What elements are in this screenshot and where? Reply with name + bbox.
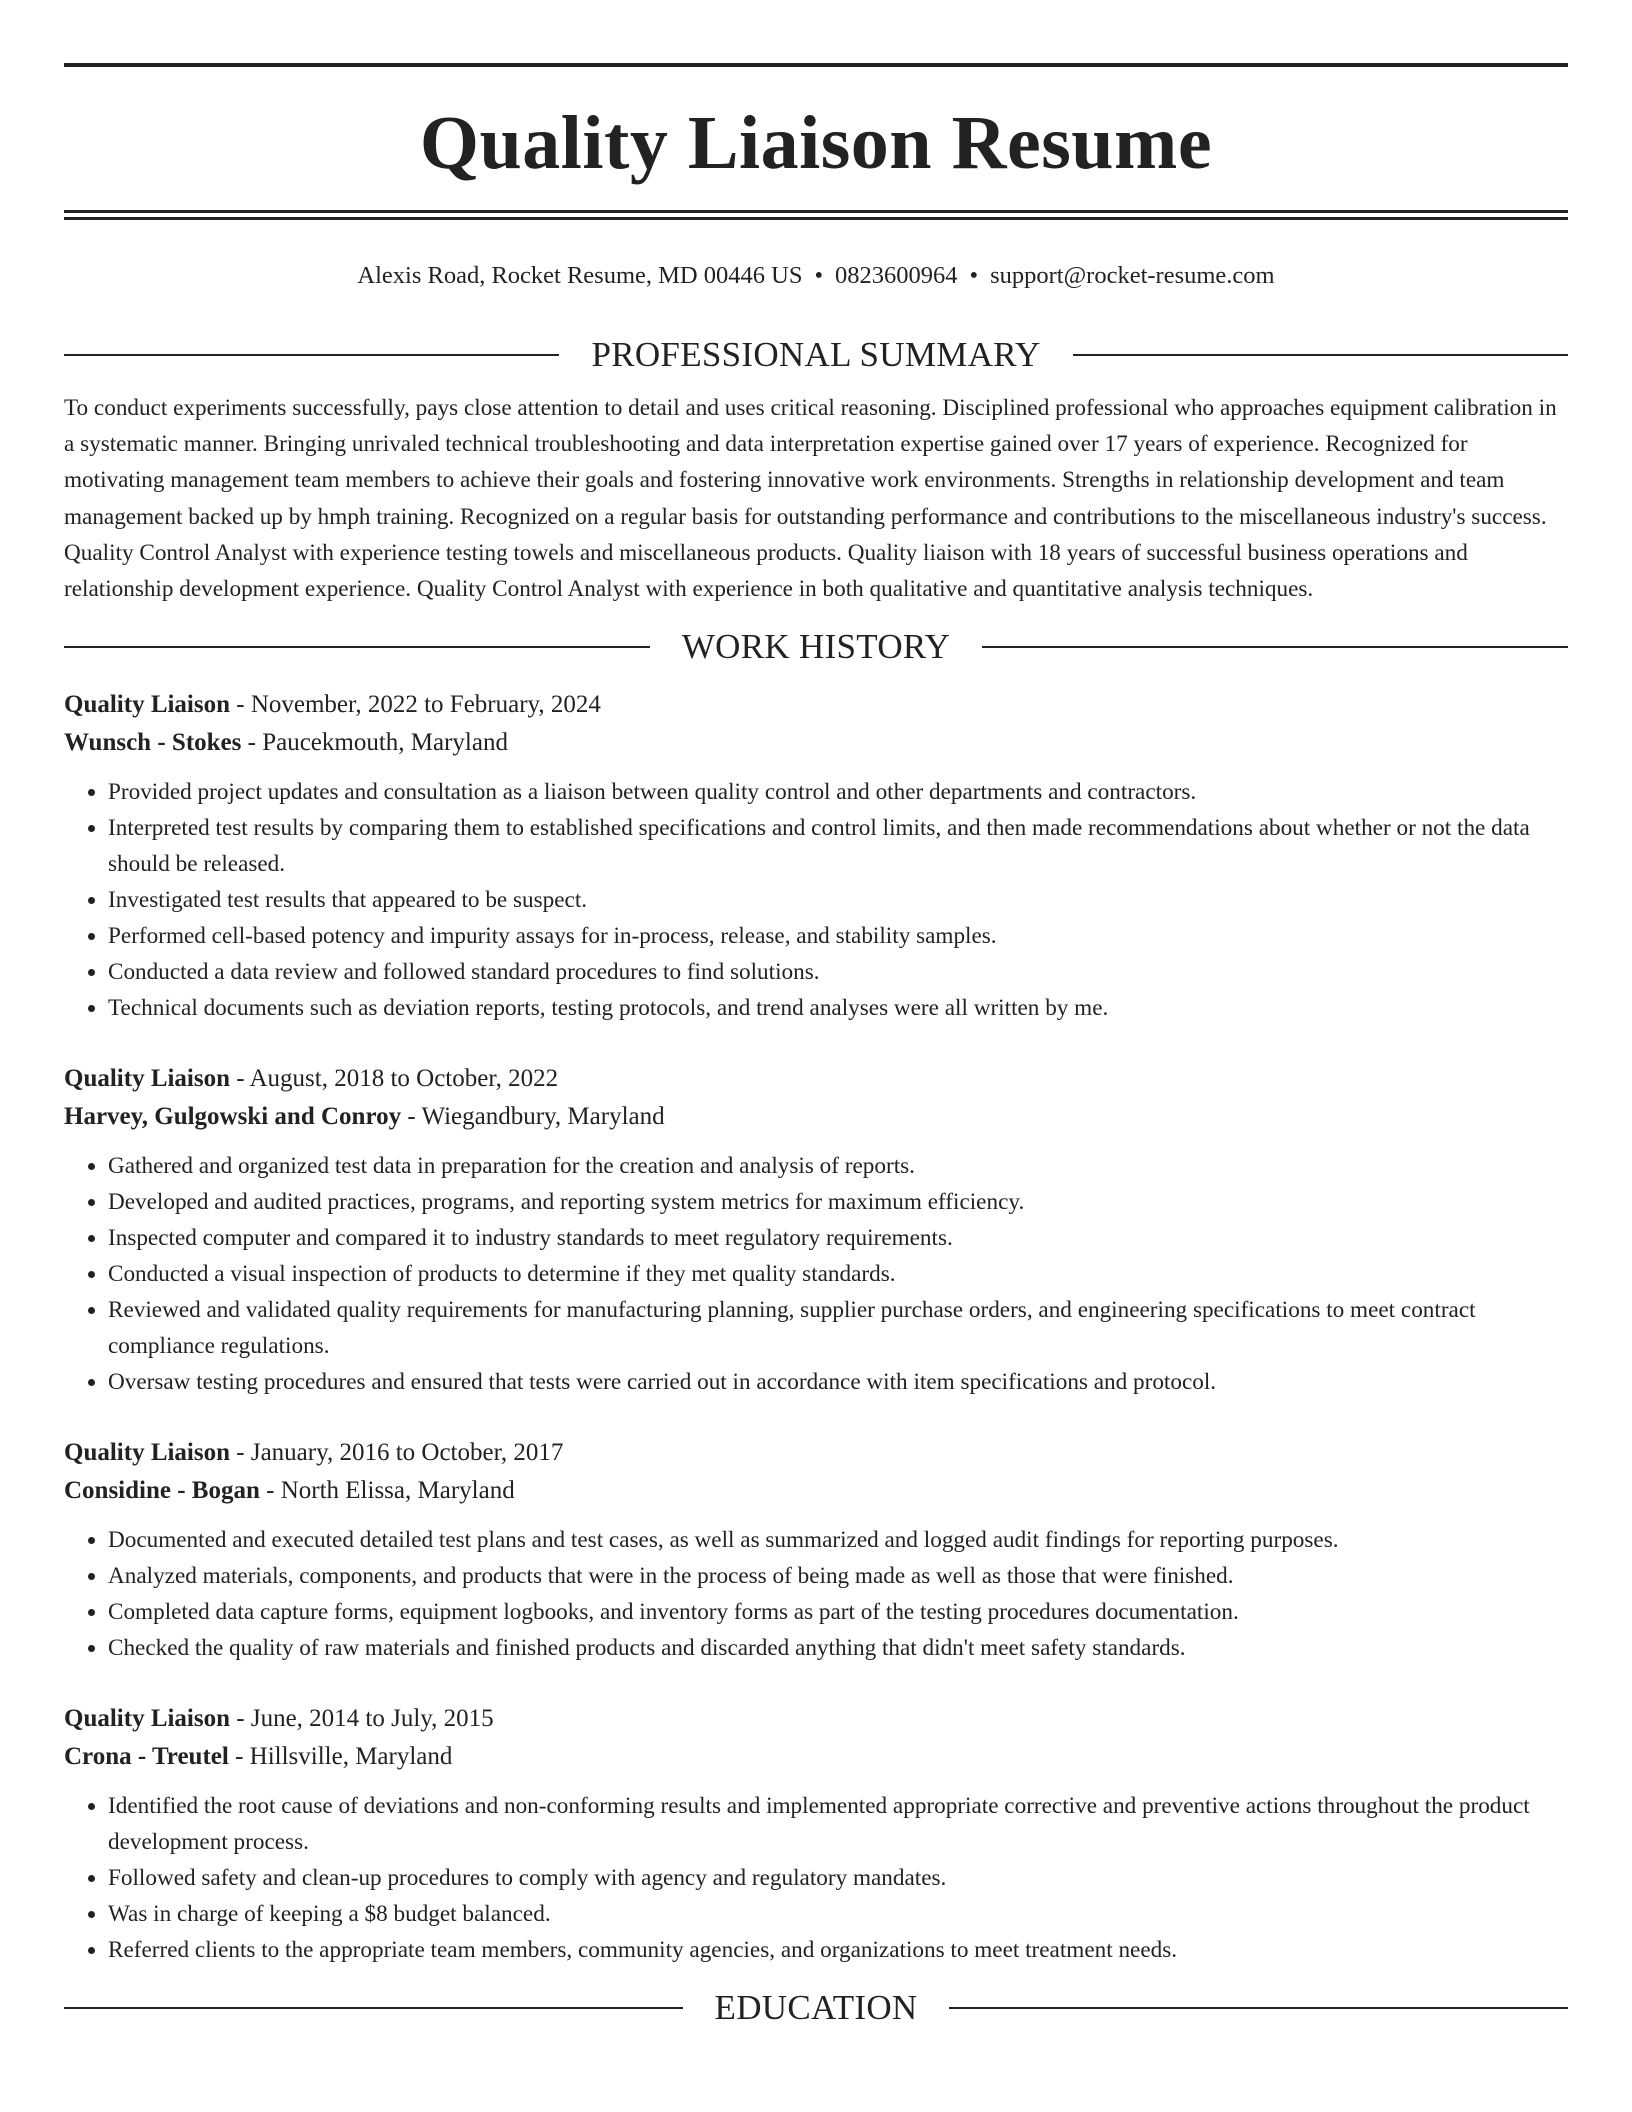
- job-title: Quality Liaison: [64, 1065, 231, 1093]
- duty-item: • Documented and executed detailed test plans and test cases, as well as summarized and logged audit findings for reporting purposes.: [108, 1522, 1568, 1558]
- job-title-line: [64, 1700, 1568, 1738]
- job-company: Harvey, Gulgowski and Conroy: [64, 1103, 402, 1131]
- job-title: Quality Liaison: [64, 1439, 231, 1467]
- contact-line: [64, 258, 1568, 294]
- duty-item: • Was in charge of keeping a $8 budget balanced.: [108, 1896, 1568, 1932]
- duty-item: • Followed safety and clean-up procedures to comply with agency and regulatory mandates.: [108, 1860, 1568, 1896]
- contact-address: Alexis Road, Rocket Resume, MD 00446 US: [357, 262, 803, 289]
- job-dates: - June, 2014 to July, 2015: [230, 1705, 494, 1733]
- job-duties: [64, 1148, 1568, 1400]
- section-title: EDUCATION: [714, 1988, 918, 2028]
- duty-item: • Conducted a visual inspection of products to determine if they met quality standards.: [108, 1256, 1568, 1292]
- duty-item: • Conducted a data review and followed standard procedures to find solutions.: [108, 954, 1568, 990]
- job-dates: - January, 2016 to October, 2017: [230, 1439, 564, 1467]
- job-title: Quality Liaison: [64, 691, 231, 719]
- job-dates: - August, 2018 to October, 2022: [230, 1065, 559, 1093]
- job-company-line: [64, 1472, 1568, 1510]
- section-rule-left: [64, 2007, 683, 2009]
- section-rule-left: [64, 354, 559, 356]
- duty-item: • Performed cell-based potency and impurity assays for in-process, release, and stability samples.: [108, 918, 1568, 954]
- duty-item: • Inspected computer and compared it to industry standards to meet regulatory requirements.: [108, 1220, 1568, 1256]
- job-location: - North Elissa, Maryland: [259, 1477, 515, 1505]
- job-company: Wunsch - Stokes: [64, 729, 242, 757]
- section-rule-left: [64, 646, 650, 648]
- section-rule-right: [982, 646, 1568, 648]
- section-title: PROFESSIONAL SUMMARY: [591, 335, 1041, 374]
- top-rule: [64, 63, 1568, 67]
- duty-item: • Investigated test results that appeared to be suspect.: [108, 882, 1568, 918]
- job-title-line: [64, 1060, 1568, 1098]
- section-header-summary: [64, 335, 1568, 375]
- resume-page: [64, 0, 1568, 2028]
- job-duties: [64, 774, 1568, 1026]
- title-double-rule: [64, 210, 1568, 220]
- job-entry: [64, 1060, 1568, 1400]
- job-location: - Paucekmouth, Maryland: [241, 729, 508, 757]
- job-company: Considine - Bogan: [64, 1477, 260, 1505]
- contact-separator: •: [814, 262, 824, 289]
- duty-item: • Developed and audited practices, programs, and reporting system metrics for maximum efficiency.: [108, 1184, 1568, 1220]
- job-company-line: [64, 1098, 1568, 1136]
- duty-item: • Provided project updates and consultation as a liaison between quality control and other departments and contractors.: [108, 774, 1568, 810]
- duty-item: • Reviewed and validated quality requirements for manufacturing planning, supplier purchase orders, and engineering specifications to meet contract compliance regulations.: [108, 1292, 1568, 1364]
- professional-summary: To conduct experiments successfully, pays close attention to detail and uses critical reasoning. Disciplined professional who approaches equipment calibration in a systematic manner. Bringing unrivaled technical troubleshooting and data interpretation expertise gained over 17 years of experience. Recognized for motivating management team members to achieve their goals and fostering innovative work environments. Strengths in relationship development and team management backed up by hmph training. Recognized on a regular basis for outstanding performance and contributions to the miscellaneous industry's success. Quality Control Analyst with experience testing towels and miscellaneous products. Quality liaison with 18 years of successful business operations and relationship development experience. Quality Control Analyst with experience in both qualitative and quantitative analysis techniques.: [64, 395, 1557, 603]
- duty-item: • Referred clients to the appropriate team members, community agencies, and organizations to meet treatment needs.: [108, 1932, 1568, 1968]
- job-location: - Wiegandbury, Maryland: [401, 1103, 665, 1131]
- job-company: Crona - Treutel: [64, 1743, 229, 1771]
- section-rule-right: [1073, 354, 1568, 356]
- duty-item: • Interpreted test results by comparing them to established specifications and control limits, and then made recommendations about whether or not the data should be released.: [108, 810, 1568, 882]
- job-entry: [64, 686, 1568, 1026]
- section-header-work-history: [64, 627, 1568, 667]
- job-company-line: [64, 1738, 1568, 1776]
- resume-title: Quality Liaison Resume: [419, 101, 1213, 185]
- work-history-list: [64, 686, 1568, 1968]
- duty-item: • Analyzed materials, components, and products that were in the process of being made as well as those that were finished.: [108, 1558, 1568, 1594]
- section-rule-right: [949, 2007, 1568, 2009]
- job-title: Quality Liaison: [64, 1705, 231, 1733]
- job-location: - Hillsville, Maryland: [228, 1743, 453, 1771]
- job-company-line: [64, 724, 1568, 762]
- job-dates: - November, 2022 to February, 2024: [230, 691, 601, 719]
- contact-email: support@rocket-resume.com: [990, 262, 1275, 289]
- duty-item: • Oversaw testing procedures and ensured that tests were carried out in accordance with item specifications and protocol.: [108, 1364, 1568, 1400]
- contact-phone: 0823600964: [835, 262, 958, 289]
- section-header-education: [64, 1988, 1568, 2028]
- duty-item: • Checked the quality of raw materials and finished products and discarded anything that didn't meet safety standards.: [108, 1630, 1568, 1666]
- duty-item: • Gathered and organized test data in preparation for the creation and analysis of reports.: [108, 1148, 1568, 1184]
- job-entry: [64, 1434, 1568, 1666]
- contact-separator: •: [969, 262, 979, 289]
- job-title-line: [64, 1434, 1568, 1472]
- job-title-line: [64, 686, 1568, 724]
- duty-item: • Identified the root cause of deviations and non-conforming results and implemented appropriate corrective and preventive actions throughout the product development process.: [108, 1788, 1568, 1860]
- duty-item: • Technical documents such as deviation reports, testing protocols, and trend analyses were all written by me.: [108, 990, 1568, 1026]
- job-duties: [64, 1522, 1568, 1666]
- job-duties: [64, 1788, 1568, 1968]
- section-title: WORK HISTORY: [681, 627, 951, 667]
- job-entry: [64, 1700, 1568, 1968]
- duty-item: • Completed data capture forms, equipment logbooks, and inventory forms as part of the testing procedures documentation.: [108, 1594, 1568, 1630]
